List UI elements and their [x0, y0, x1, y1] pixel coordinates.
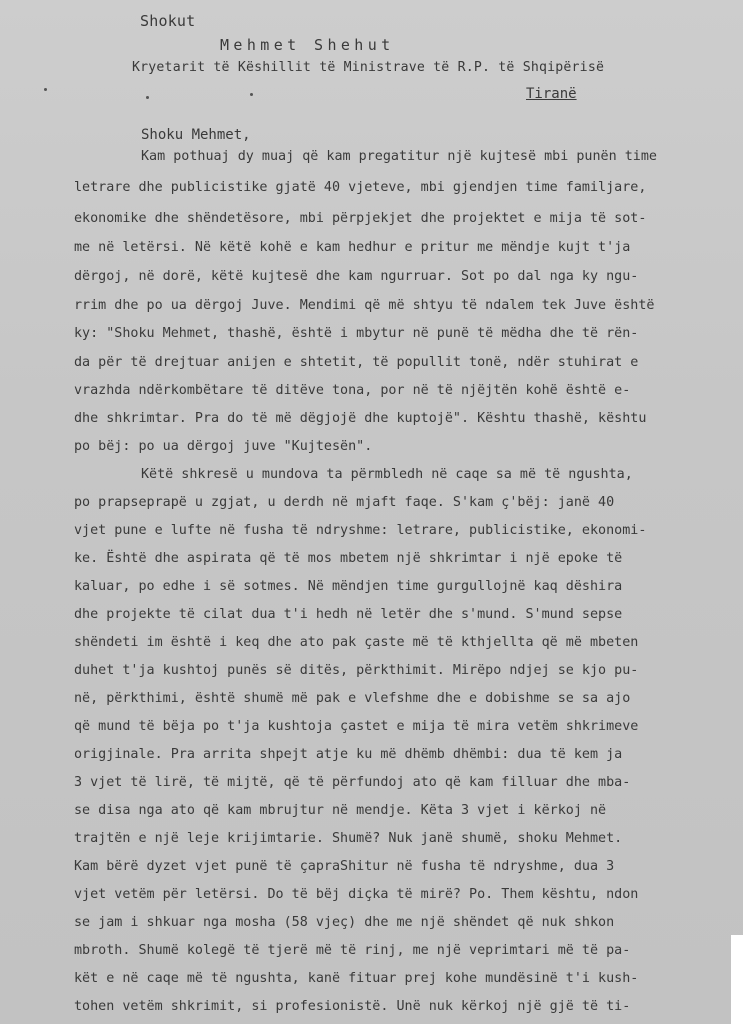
body-line: duhet t'ja kushtoj punës së ditës, përkthimit. Mirëpo ndjej se kjo pu-	[74, 663, 639, 678]
body-line: në, përkthimi, është shumë më pak e vlefshme dhe e dobishme se sa ajo	[74, 691, 631, 706]
body-line: vrazhda ndërkombëtare të ditëve tona, por në të njëjtën kohë është e-	[74, 383, 631, 398]
recipient-name: Mehmet Shehut	[220, 36, 395, 54]
body-line: se jam i shkuar nga mosha (58 vjeç) dhe me një shëndet që nuk shkon	[74, 915, 615, 930]
body-line: që mund të bëja po t'ja kushtoja çastet e mija të mira vetëm shkrimeve	[74, 719, 639, 734]
body-line: ky: "Shoku Mehmet, thashë, është i mbytur në punë të mëdha dhe të rën-	[74, 326, 639, 341]
body-line: kaluar, po edhe i së sotmes. Në mëndjen time gurgullojnë kaq dëshira	[74, 579, 623, 594]
salutation: Shokut	[140, 12, 196, 30]
body-line: trajtën e një leje krijimtarie. Shumë? Nuk janë shumë, shoku Mehmet.	[74, 831, 623, 846]
ink-speck	[250, 93, 253, 96]
body-line: letrare dhe publicistike gjatë 40 vjeteve, mbi gjendjen time familjare,	[74, 180, 647, 195]
body-line: dërgoj, në dorë, këtë kujtesë dhe kam ngurruar. Sot po dal nga ky ngu-	[74, 269, 639, 284]
body-line: shëndeti im është i keq dhe ato pak çaste më të kthjellta që më mbeten	[74, 635, 639, 650]
ink-speck	[146, 96, 149, 99]
body-line: da për të drejtuar anijen e shtetit, të popullit tonë, ndër stuhirat e	[74, 355, 639, 370]
body-line: po bëj: po ua dërgoj juve "Kujtesën".	[74, 439, 373, 454]
body-line: Kam bërë dyzet vjet punë të çapraShitur në fusha të ndryshme, dua 3	[74, 859, 615, 874]
body-line: rrim dhe po ua dërgoj Juve. Mendimi që më shtyu të ndalem tek Juve është	[74, 298, 655, 313]
body-line: dhe shkrimtar. Pra do të më dëgjojë dhe kuptojë". Kështu thashë, kështu	[74, 411, 647, 426]
body-line: vjet pune e lufte në fusha të ndryshme: letrare, publicistike, ekonomi-	[74, 523, 647, 538]
body-line: me në letërsi. Në këtë kohë e kam hedhur e pritur me mëndje kujt t'ja	[74, 240, 631, 255]
body-line: tohen vetëm shkrimit, si profesionistë. Unë nuk kërkoj një gjë të ti-	[74, 999, 631, 1014]
body-line: Kam pothuaj dy muaj që kam pregatitur një kujtesë mbi punën time	[141, 149, 657, 164]
body-line: se disa nga ato që kam mbrujtur në mendje. Këta 3 vjet i kërkoj në	[74, 803, 607, 818]
body-line: dhe projekte të cilat dua t'i hedh në letër dhe s'mund. S'mund sepse	[74, 607, 623, 622]
recipient-title: Kryetarit të Këshillit të Ministrave të R.P. të Shqipërisë	[132, 60, 605, 75]
body-line: ekonomike dhe shëndetësore, mbi përpjekjet dhe projektet e mija të sot-	[74, 211, 647, 226]
body-line: 3 vjet të lirë, të mijtë, që të përfundoj ato që kam filluar dhe mba-	[74, 775, 631, 790]
body-line: po prapseprapë u zgjat, u derdh në mjaft faqe. S'kam ç'bëj: janë 40	[74, 495, 615, 510]
city-name: Tiranë	[526, 86, 577, 102]
ink-speck	[44, 88, 47, 91]
body-line: origjinale. Pra arrita shpejt atje ku më dhëmb dhëmbi: dua të kem ja	[74, 747, 623, 762]
body-line: vjet vetëm për letërsi. Do të bëj diçka të mirë? Po. Them kështu, ndon	[74, 887, 639, 902]
body-line: ke. Është dhe aspirata që të mos mbetem një shkrimtar i një epoke të	[74, 551, 623, 566]
greeting: Shoku Mehmet,	[141, 127, 251, 143]
body-line: Këtë shkresë u mundova ta përmbledh në caqe sa më të ngushta,	[141, 467, 633, 482]
body-line: mbroth. Shumë kolegë të tjerë më të rinj, me një veprimtari më të pa-	[74, 943, 631, 958]
body-line: kët e në caqe më të ngushta, kanë fituar prej kohe mundësinë t'i kush-	[74, 971, 639, 986]
paper-edge	[731, 935, 743, 1024]
